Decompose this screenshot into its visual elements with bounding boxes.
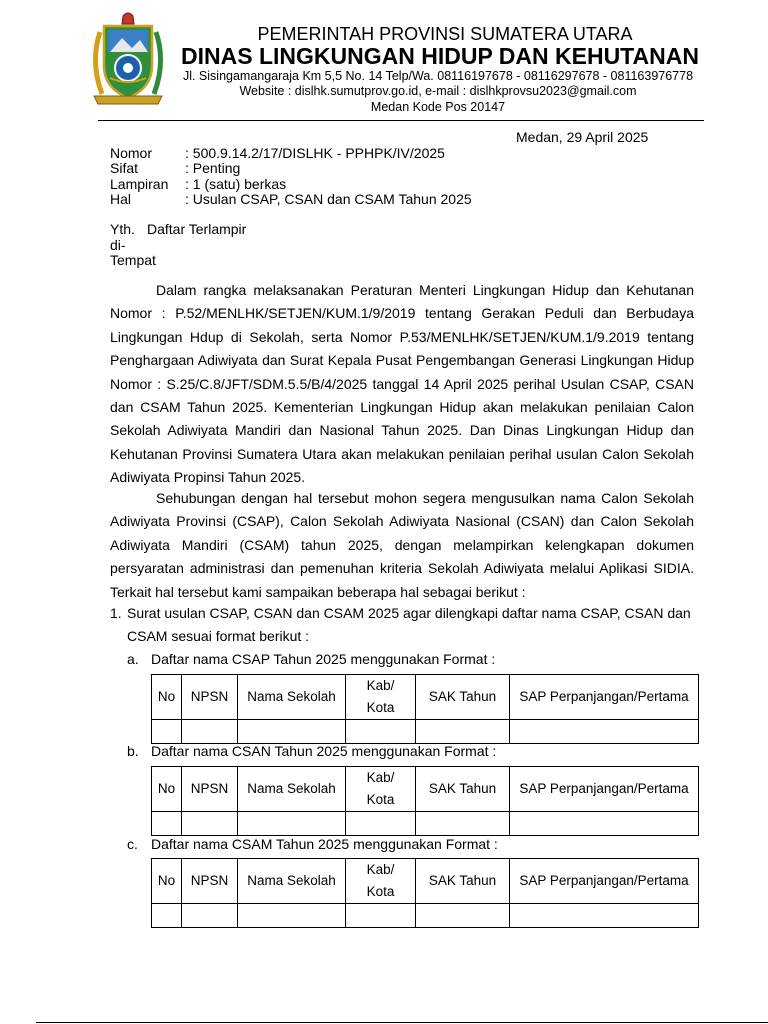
header-no: No bbox=[152, 859, 182, 904]
subitem-text-c: Daftar nama CSAM Tahun 2025 menggunakan Format : bbox=[151, 836, 498, 852]
recipient-name: Daftar Terlampir bbox=[147, 221, 247, 237]
header-kota: Kota bbox=[366, 884, 395, 899]
table-header-row bbox=[152, 767, 699, 812]
header-kab-kota bbox=[346, 859, 416, 904]
field-label-hal: Hal bbox=[110, 191, 132, 207]
table-row bbox=[152, 904, 699, 928]
header-no: No bbox=[152, 675, 182, 720]
header-no: No bbox=[152, 767, 182, 812]
list-item-text-line1: Surat usulan CSAP, CSAN dan CSAM 2025 agar dilengkapi daftar nama CSAP, CSAN dan bbox=[127, 605, 691, 621]
csan-format-table bbox=[151, 766, 699, 836]
header-sap: SAP Perpanjangan/Pertama bbox=[510, 859, 699, 904]
header-sap: SAP Perpanjangan/Pertama bbox=[510, 767, 699, 812]
letterhead-postal-code: Medan Kode Pos 20147 bbox=[370, 100, 506, 114]
provincial-crest-icon bbox=[88, 12, 168, 112]
header-kab-kota bbox=[346, 767, 416, 812]
field-label-sifat: Sifat bbox=[110, 160, 139, 176]
field-value-hal: : Usulan CSAP, CSAN dan CSAM Tahun 2025 bbox=[185, 191, 472, 207]
paragraph-request-text: Sehubungan dengan hal tersebut mohon segera mengusulkan nama Calon Sekolah Adiwiyata Provinsi (CSAP), Calon Sekolah Adiwiyata Nasional (CSAN) dan Calon Sekolah Adiwiyata Mandiri (CSAM) tahun 2025, dengan melampirkan kelengkapan dokumen persyaratan administrasi dan pemenuhan kriteria Sekolah Adiwiyata melalui Aplikasi SIDIA. Terkait hal tersebut kami sampaikan beberapa hal sebagai berikut : bbox=[110, 490, 694, 600]
subitem-letter-c: c. bbox=[127, 836, 138, 852]
list-item-text-line2: CSAM sesuai format berikut : bbox=[127, 628, 310, 644]
subitem-letter-b: b. bbox=[127, 743, 139, 759]
paragraph-opening-text: Dalam rangka melaksanakan Peraturan Menteri Lingkungan Hidup dan Kehutanan Nomor : P.52/MENLHK/SETJEN/KUM.1/9/2019 tentang Gerakan Peduli dan Berbudaya Lingkungan Hdup di Sekolah, serta Nomor P.53/MENLHK/SETJEN/KUM.1/9.2019 tentang Penghargaan Adiwiyata dan Surat Kepala Pusat Pengembangan Generasi Lingkungan Hidup Nomor : S.25/C.8/JFT/SDM.5.5/B/4/2025 tanggal 14 April 2025 perihal Usulan CSAP, CSAN dan CSAM Tahun 2025. Kementerian Lingkungan Hidup akan melakukan penilaian Calon Sekolah Adiwiyata Mandiri dan Nasional Tahun 2025. Dan Dinas Lingkungan Hidup dan Kehutanan Provinsi Sumatera Utara akan melakukan penilaian perihal usulan Calon Sekolah Adiwiyata Propinsi Tahun 2025. bbox=[110, 282, 694, 486]
header-kota: Kota bbox=[366, 792, 395, 807]
field-value-lampiran: : 1 (satu) berkas bbox=[185, 176, 287, 192]
header-npsn: NPSN bbox=[182, 767, 238, 812]
letterhead-government-line: PEMERINTAH PROVINSI SUMATERA UTARA bbox=[257, 24, 633, 44]
place-and-date: Medan, 29 April 2025 bbox=[516, 129, 649, 145]
header-nama-sekolah: Nama Sekolah bbox=[238, 859, 346, 904]
field-label-lampiran: Lampiran bbox=[110, 176, 169, 192]
list-item-number: 1. bbox=[110, 605, 122, 621]
letterhead-divider bbox=[98, 120, 704, 121]
page-bottom-divider bbox=[36, 1022, 768, 1023]
recipient-yth: Yth. bbox=[110, 221, 135, 237]
subitem-text-b: Daftar nama CSAN Tahun 2025 menggunakan Format : bbox=[151, 743, 497, 759]
paragraph-opening bbox=[110, 279, 694, 490]
header-kota: Kota bbox=[366, 700, 395, 715]
letterhead-contact: Website : dislhk.sumutprov.go.id, e-mail : dislhkprovsu2023@gmail.com bbox=[239, 84, 637, 98]
subitem-text-a: Daftar nama CSAP Tahun 2025 menggunakan Format : bbox=[151, 651, 496, 667]
header-nama-sekolah: Nama Sekolah bbox=[238, 675, 346, 720]
table-header-row bbox=[152, 859, 699, 904]
header-sak-tahun: SAK Tahun bbox=[416, 859, 510, 904]
field-value-nomor: : 500.9.14.2/17/DISLHK - PPHPK/IV/2025 bbox=[185, 145, 445, 161]
table-header-row bbox=[152, 675, 699, 720]
header-sap: SAP Perpanjangan/Pertama bbox=[510, 675, 699, 720]
letterhead-address: Jl. Sisingamangaraja Km 5,5 No. 14 Telp/Wa. 08116197678 - 08116297678 - 081163976778 bbox=[182, 69, 694, 83]
header-sak-tahun: SAK Tahun bbox=[416, 675, 510, 720]
header-kab: Kab/ bbox=[366, 678, 395, 693]
table-row bbox=[152, 720, 699, 744]
header-sak-tahun: SAK Tahun bbox=[416, 767, 510, 812]
header-kab: Kab/ bbox=[366, 770, 395, 785]
csap-format-table bbox=[151, 674, 699, 744]
subitem-letter-a: a. bbox=[127, 651, 139, 667]
paragraph-request bbox=[110, 487, 694, 604]
header-kab-kota bbox=[346, 675, 416, 720]
table-row bbox=[152, 812, 699, 836]
header-npsn: NPSN bbox=[182, 675, 238, 720]
header-nama-sekolah: Nama Sekolah bbox=[238, 767, 346, 812]
field-label-nomor: Nomor bbox=[110, 145, 153, 161]
header-npsn: NPSN bbox=[182, 859, 238, 904]
header-kab: Kab/ bbox=[366, 862, 395, 877]
recipient-di: di- bbox=[110, 237, 126, 253]
letterhead-agency-name: DINAS LINGKUNGAN HIDUP DAN KEHUTANAN bbox=[181, 43, 699, 69]
csam-format-table bbox=[151, 858, 699, 928]
field-value-sifat: : Penting bbox=[185, 160, 241, 176]
recipient-tempat: Tempat bbox=[110, 252, 156, 268]
